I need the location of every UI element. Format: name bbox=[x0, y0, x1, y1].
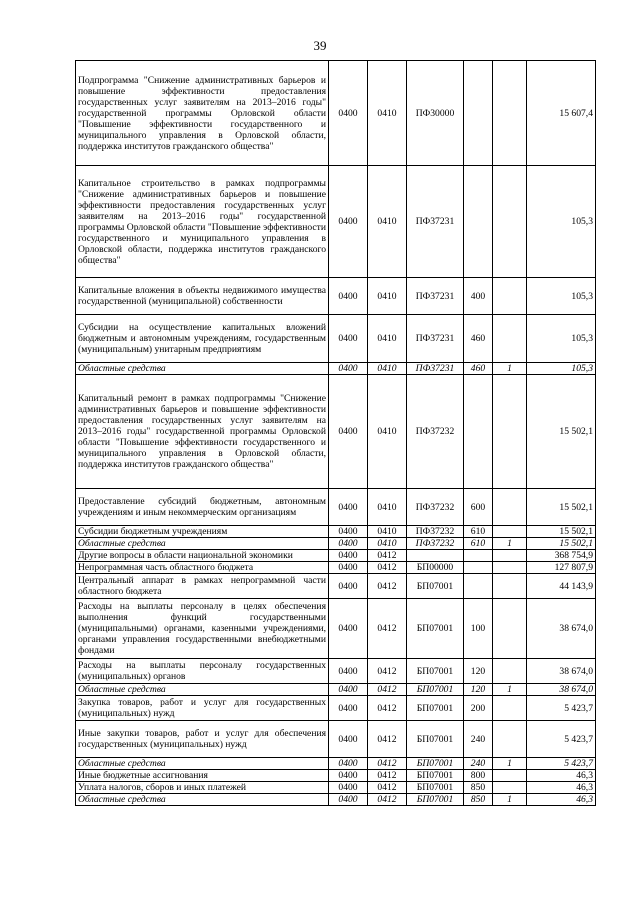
row-section: 0400 bbox=[329, 550, 368, 562]
row-section: 0400 bbox=[329, 770, 368, 782]
row-funding-source bbox=[493, 315, 527, 363]
row-target-article bbox=[407, 550, 464, 562]
row-name: Субсидии на осуществление капитальных вложений бюджетным и автономным учреждениям, государственным (муниципальным) унитарным предприятиям bbox=[76, 315, 329, 363]
row-target-article: ПФ30000 bbox=[407, 61, 464, 166]
row-section: 0400 bbox=[329, 363, 368, 375]
row-funding-source bbox=[493, 574, 527, 599]
row-section: 0400 bbox=[329, 375, 368, 489]
row-funding-source bbox=[493, 375, 527, 489]
budget-table bbox=[75, 60, 596, 806]
row-target-article: ПФ37232 bbox=[407, 526, 464, 538]
row-subsection: 0412 bbox=[368, 574, 407, 599]
row-name: Расходы на выплаты персоналу государственных (муниципальных) органов bbox=[76, 659, 329, 684]
row-funding-source bbox=[493, 61, 527, 166]
row-subsection: 0412 bbox=[368, 550, 407, 562]
row-target-article: БП00000 bbox=[407, 562, 464, 574]
row-amount: 15 502,1 bbox=[527, 526, 596, 538]
row-subsection: 0412 bbox=[368, 659, 407, 684]
row-name: Капитальный ремонт в рамках подпрограммы "Снижение административных барьеров и повышение эффективности предоставления государственных услуг заявителям на 2013–2016 годы" государственной программы Орловской области "Повышение эффективности государственного и муниципального управления в Орловской области, поддержка институтов гражданского общества" bbox=[76, 375, 329, 489]
row-subsection: 0410 bbox=[368, 526, 407, 538]
page-number: 39 bbox=[313, 38, 327, 53]
table-row bbox=[76, 794, 596, 806]
row-name: Закупка товаров, работ и услуг для государственных (муниципальных) нужд bbox=[76, 696, 329, 721]
table-row bbox=[76, 696, 596, 721]
row-amount: 5 423,7 bbox=[527, 721, 596, 758]
row-target-article: ПФ37231 bbox=[407, 315, 464, 363]
table-row bbox=[76, 599, 596, 659]
row-subsection: 0412 bbox=[368, 758, 407, 770]
row-amount: 38 674,0 bbox=[527, 599, 596, 659]
row-expense-type: 240 bbox=[464, 758, 493, 770]
row-name: Областные средства bbox=[76, 363, 329, 375]
row-section: 0400 bbox=[329, 315, 368, 363]
row-section: 0400 bbox=[329, 696, 368, 721]
row-funding-source bbox=[493, 278, 527, 315]
row-name: Расходы на выплаты персоналу в целях обеспечения выполнения функций государственными (муниципальными) органами, казенными учреждениями, органами управления государственными внебюджетными фондами bbox=[76, 599, 329, 659]
row-expense-type: 400 bbox=[464, 278, 493, 315]
row-amount: 5 423,7 bbox=[527, 758, 596, 770]
row-expense-type: 850 bbox=[464, 782, 493, 794]
row-subsection: 0412 bbox=[368, 599, 407, 659]
table-row bbox=[76, 782, 596, 794]
row-expense-type bbox=[464, 550, 493, 562]
row-amount: 105,3 bbox=[527, 278, 596, 315]
row-target-article: БП07001 bbox=[407, 782, 464, 794]
table-row bbox=[76, 758, 596, 770]
row-section: 0400 bbox=[329, 721, 368, 758]
row-funding-source bbox=[493, 550, 527, 562]
row-expense-type: 610 bbox=[464, 538, 493, 550]
row-name: Центральный аппарат в рамках непрограммной части областного бюджета bbox=[76, 574, 329, 599]
row-expense-type: 800 bbox=[464, 770, 493, 782]
row-expense-type bbox=[464, 166, 493, 278]
row-target-article: БП07001 bbox=[407, 599, 464, 659]
row-amount: 368 754,9 bbox=[527, 550, 596, 562]
table-row bbox=[76, 489, 596, 526]
row-amount: 38 674,0 bbox=[527, 684, 596, 696]
row-name: Капитальные вложения в объекты недвижимого имущества государственной (муниципальной) собственности bbox=[76, 278, 329, 315]
row-section: 0400 bbox=[329, 574, 368, 599]
row-name: Непрограммная часть областного бюджета bbox=[76, 562, 329, 574]
row-target-article: ПФ37231 bbox=[407, 363, 464, 375]
row-section: 0400 bbox=[329, 61, 368, 166]
row-expense-type: 460 bbox=[464, 315, 493, 363]
row-name: Областные средства bbox=[76, 538, 329, 550]
row-expense-type: 100 bbox=[464, 599, 493, 659]
row-name: Иные закупки товаров, работ и услуг для обеспечения государственных (муниципальных) нужд bbox=[76, 721, 329, 758]
row-amount: 46,3 bbox=[527, 794, 596, 806]
row-expense-type bbox=[464, 61, 493, 166]
table-row bbox=[76, 363, 596, 375]
row-amount: 105,3 bbox=[527, 166, 596, 278]
table-row bbox=[76, 550, 596, 562]
row-target-article: ПФ37232 bbox=[407, 375, 464, 489]
row-subsection: 0412 bbox=[368, 562, 407, 574]
table-row bbox=[76, 315, 596, 363]
row-section: 0400 bbox=[329, 684, 368, 696]
row-funding-source bbox=[493, 562, 527, 574]
row-funding-source bbox=[493, 659, 527, 684]
row-expense-type: 460 bbox=[464, 363, 493, 375]
row-expense-type bbox=[464, 574, 493, 599]
row-amount: 105,3 bbox=[527, 315, 596, 363]
row-amount: 15 502,1 bbox=[527, 538, 596, 550]
row-subsection: 0412 bbox=[368, 770, 407, 782]
row-funding-source bbox=[493, 696, 527, 721]
row-target-article: ПФ37232 bbox=[407, 538, 464, 550]
table-row bbox=[76, 574, 596, 599]
table-row bbox=[76, 61, 596, 166]
row-name: Областные средства bbox=[76, 794, 329, 806]
row-funding-source: 1 bbox=[493, 758, 527, 770]
row-expense-type: 850 bbox=[464, 794, 493, 806]
table-row bbox=[76, 770, 596, 782]
table-row bbox=[76, 375, 596, 489]
row-subsection: 0410 bbox=[368, 489, 407, 526]
row-target-article: БП07001 bbox=[407, 758, 464, 770]
row-target-article: БП07001 bbox=[407, 770, 464, 782]
row-funding-source: 1 bbox=[493, 794, 527, 806]
row-subsection: 0410 bbox=[368, 166, 407, 278]
row-funding-source bbox=[493, 770, 527, 782]
row-amount: 44 143,9 bbox=[527, 574, 596, 599]
table-row bbox=[76, 166, 596, 278]
row-name: Субсидии бюджетным учреждениям bbox=[76, 526, 329, 538]
row-expense-type: 240 bbox=[464, 721, 493, 758]
row-expense-type: 120 bbox=[464, 684, 493, 696]
row-target-article: БП07001 bbox=[407, 659, 464, 684]
row-section: 0400 bbox=[329, 489, 368, 526]
row-funding-source bbox=[493, 526, 527, 538]
table-row bbox=[76, 684, 596, 696]
row-amount: 5 423,7 bbox=[527, 696, 596, 721]
row-name: Иные бюджетные ассигнования bbox=[76, 770, 329, 782]
row-section: 0400 bbox=[329, 599, 368, 659]
row-funding-source bbox=[493, 721, 527, 758]
row-target-article: ПФ37231 bbox=[407, 166, 464, 278]
row-section: 0400 bbox=[329, 758, 368, 770]
row-amount: 127 807,9 bbox=[527, 562, 596, 574]
row-amount: 15 502,1 bbox=[527, 375, 596, 489]
row-subsection: 0410 bbox=[368, 61, 407, 166]
row-name: Подпрограмма "Снижение административных барьеров и повышение эффективности предоставления государственных услуг заявителям на 2013–2016 годы" государственной программы Орловской области "Повышение эффективности государственного и муниципального управления в Орловской области, поддержка институтов гражданского общества" bbox=[76, 61, 329, 166]
row-funding-source: 1 bbox=[493, 684, 527, 696]
row-amount: 105,3 bbox=[527, 363, 596, 375]
row-funding-source bbox=[493, 782, 527, 794]
table-row bbox=[76, 526, 596, 538]
row-name: Областные средства bbox=[76, 684, 329, 696]
row-expense-type: 600 bbox=[464, 489, 493, 526]
row-funding-source: 1 bbox=[493, 363, 527, 375]
row-funding-source bbox=[493, 489, 527, 526]
row-expense-type: 610 bbox=[464, 526, 493, 538]
row-target-article: БП07001 bbox=[407, 696, 464, 721]
row-expense-type: 120 bbox=[464, 659, 493, 684]
table-row bbox=[76, 538, 596, 550]
row-target-article: БП07001 bbox=[407, 574, 464, 599]
row-amount: 15 607,4 bbox=[527, 61, 596, 166]
row-amount: 38 674,0 bbox=[527, 659, 596, 684]
row-name: Уплата налогов, сборов и иных платежей bbox=[76, 782, 329, 794]
row-expense-type bbox=[464, 375, 493, 489]
row-target-article: ПФ37232 bbox=[407, 489, 464, 526]
row-subsection: 0412 bbox=[368, 782, 407, 794]
row-name: Областные средства bbox=[76, 758, 329, 770]
row-subsection: 0412 bbox=[368, 794, 407, 806]
table-row bbox=[76, 659, 596, 684]
row-subsection: 0412 bbox=[368, 684, 407, 696]
row-amount: 46,3 bbox=[527, 782, 596, 794]
row-name: Капитальное строительство в рамках подпрограммы "Снижение административных барьеров и повышение эффективности предоставления государственных услуг заявителям на 2013–2016 годы" государственной программы Орловской области "Повышение эффективности государственного и муниципального управления в Орловской области, поддержка институтов гражданского общества" bbox=[76, 166, 329, 278]
table-row bbox=[76, 278, 596, 315]
row-amount: 15 502,1 bbox=[527, 489, 596, 526]
row-section: 0400 bbox=[329, 526, 368, 538]
row-expense-type: 200 bbox=[464, 696, 493, 721]
row-section: 0400 bbox=[329, 538, 368, 550]
table-row bbox=[76, 562, 596, 574]
row-target-article: БП07001 bbox=[407, 794, 464, 806]
row-funding-source bbox=[493, 599, 527, 659]
row-target-article: БП07001 bbox=[407, 721, 464, 758]
row-subsection: 0410 bbox=[368, 375, 407, 489]
row-section: 0400 bbox=[329, 166, 368, 278]
row-subsection: 0410 bbox=[368, 538, 407, 550]
row-section: 0400 bbox=[329, 782, 368, 794]
row-expense-type bbox=[464, 562, 493, 574]
row-target-article: ПФ37231 bbox=[407, 278, 464, 315]
row-section: 0400 bbox=[329, 278, 368, 315]
row-target-article: БП07001 bbox=[407, 684, 464, 696]
row-name: Предоставление субсидий бюджетным, автономным учреждениям и иным некоммерческим организациям bbox=[76, 489, 329, 526]
row-subsection: 0410 bbox=[368, 315, 407, 363]
row-subsection: 0412 bbox=[368, 696, 407, 721]
row-subsection: 0410 bbox=[368, 363, 407, 375]
row-funding-source bbox=[493, 166, 527, 278]
row-name: Другие вопросы в области национальной экономики bbox=[76, 550, 329, 562]
row-section: 0400 bbox=[329, 562, 368, 574]
table-row bbox=[76, 721, 596, 758]
row-subsection: 0412 bbox=[368, 721, 407, 758]
row-amount: 46,3 bbox=[527, 770, 596, 782]
row-funding-source: 1 bbox=[493, 538, 527, 550]
row-subsection: 0410 bbox=[368, 278, 407, 315]
row-section: 0400 bbox=[329, 794, 368, 806]
row-section: 0400 bbox=[329, 659, 368, 684]
